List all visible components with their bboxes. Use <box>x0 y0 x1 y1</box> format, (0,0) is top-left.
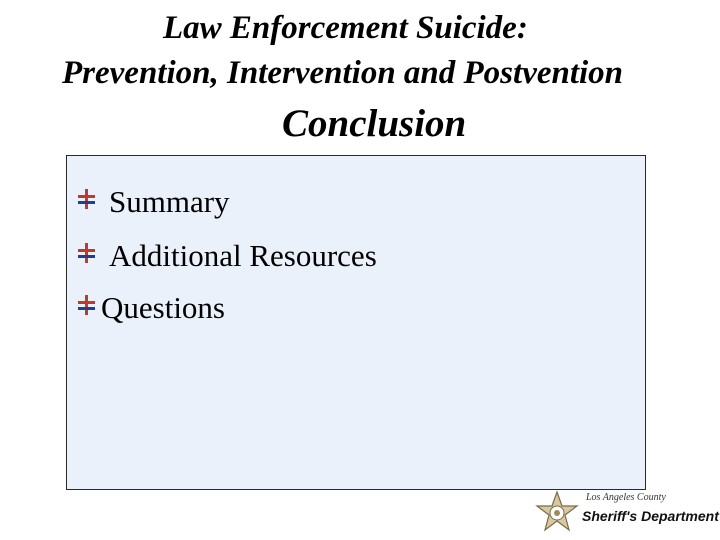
title-line-2: Prevention, Intervention and Postvention <box>62 55 624 91</box>
sheriff-star-icon <box>534 490 580 536</box>
logo-department-text: Sheriff's Department <box>582 508 719 524</box>
sheriff-logo <box>532 488 720 540</box>
bullet-icon <box>77 188 97 210</box>
slide-subtitle: Conclusion <box>282 102 467 145</box>
bullet-additional-resources: Additional Resources <box>109 238 377 273</box>
bullet-icon <box>77 294 97 316</box>
logo-county-text: Los Angeles County <box>586 492 666 503</box>
bullet-summary: Summary <box>109 184 230 219</box>
bullet-questions: Questions <box>101 290 225 325</box>
title-line-1: Law Enforcement Suicide: <box>163 10 528 46</box>
bullet-icon <box>77 242 97 264</box>
